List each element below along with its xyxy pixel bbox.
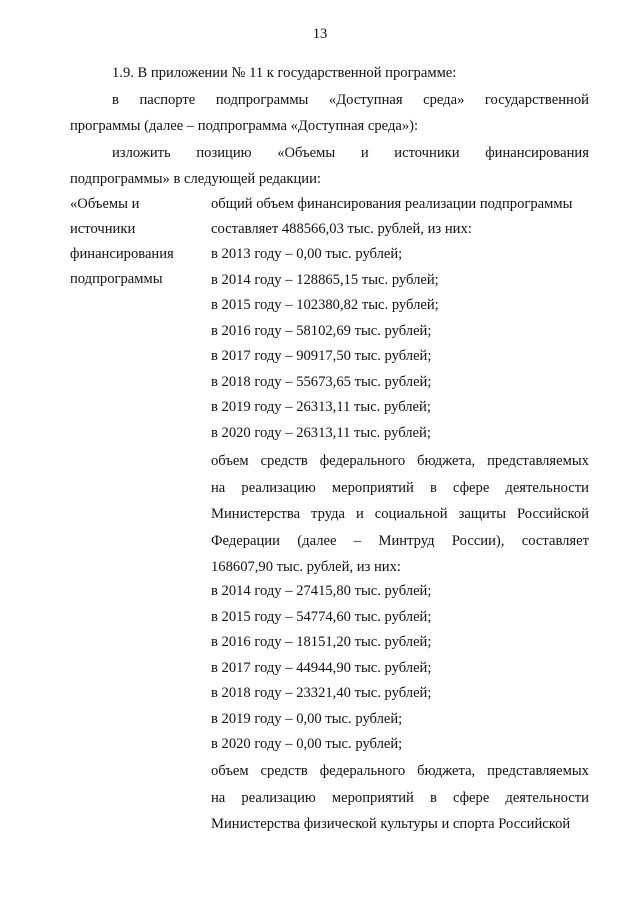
word: Федерации <box>211 533 280 549</box>
word: сфере <box>452 790 490 806</box>
word: федерального <box>319 453 406 469</box>
word: мероприятий <box>331 790 414 806</box>
intro-line-1: 1.9. В приложении № 11 к государственной программе: <box>112 65 457 81</box>
word: представляемых <box>487 763 589 779</box>
federal-budget-line <box>211 506 589 523</box>
word: составляет <box>521 533 589 549</box>
total-line: составляет 488566,03 тыс. рублей, из них: <box>211 221 472 237</box>
word: бюджета, <box>417 763 476 779</box>
left-label-line: финансирования <box>70 246 174 262</box>
year-line: в 2017 году – 44944,90 тыс. рублей; <box>211 660 432 676</box>
word: изложить <box>112 145 171 161</box>
page-number: 13 <box>312 26 328 42</box>
intro-line-5: подпрограммы» в следующей редакции: <box>70 171 321 187</box>
intro-line-4 <box>112 145 589 162</box>
word: социальной <box>374 506 448 522</box>
word: и <box>355 506 364 522</box>
word: в <box>112 92 119 108</box>
word: (далее <box>297 533 337 549</box>
word: представляемых <box>487 453 589 469</box>
federal-budget-line: 168607,90 тыс. рублей, из них: <box>211 559 401 575</box>
word: деятельности <box>505 790 589 806</box>
year-line: в 2017 году – 90917,50 тыс. рублей; <box>211 348 432 364</box>
word: подпрограммы <box>215 92 309 108</box>
word: федерального <box>319 763 406 779</box>
year-line: в 2016 году – 18151,20 тыс. рублей; <box>211 634 432 650</box>
year-line: в 2019 году – 0,00 тыс. рублей; <box>211 711 403 727</box>
year-line: в 2015 году – 102380,82 тыс. рублей; <box>211 297 439 313</box>
word: позицию <box>196 145 252 161</box>
left-label-line: подпрограммы <box>70 271 163 287</box>
word: труда <box>311 506 345 522</box>
word: мероприятий <box>331 480 414 496</box>
word: реализацию <box>241 790 316 806</box>
word: паспорте <box>139 92 196 108</box>
word: объем <box>211 453 249 469</box>
word: Российской <box>517 506 589 522</box>
word: «Объемы <box>277 145 336 161</box>
word: на <box>211 790 226 806</box>
year-line: в 2020 году – 0,00 тыс. рублей; <box>211 736 403 752</box>
word: бюджета, <box>417 453 476 469</box>
word: финансирования <box>485 145 589 161</box>
federal-budget-line <box>211 453 589 470</box>
word: среда» <box>423 92 465 108</box>
word: реализацию <box>241 480 316 496</box>
left-label-line: «Объемы и <box>70 196 140 212</box>
intro-line-2 <box>112 92 589 109</box>
word: «Доступная <box>328 92 403 108</box>
year-line: в 2015 году – 54774,60 тыс. рублей; <box>211 609 432 625</box>
word: Министерства <box>211 506 301 522</box>
word: деятельности <box>505 480 589 496</box>
word: Минтруд <box>378 533 435 549</box>
federal-budget-line <box>211 790 589 807</box>
word: в <box>429 480 437 496</box>
year-line: в 2014 году – 128865,15 тыс. рублей; <box>211 272 439 288</box>
word: России), <box>451 533 505 549</box>
word: и <box>360 145 369 161</box>
word: на <box>211 480 226 496</box>
year-line: в 2016 году – 58102,69 тыс. рублей; <box>211 323 432 339</box>
year-line: в 2019 году – 26313,11 тыс. рублей; <box>211 399 431 415</box>
word: защиты <box>458 506 507 522</box>
federal-budget-line <box>211 533 589 550</box>
year-line: в 2018 году – 23321,40 тыс. рублей; <box>211 685 432 701</box>
federal-budget-line <box>211 480 589 497</box>
word: сфере <box>452 480 490 496</box>
year-line: в 2020 году – 26313,11 тыс. рублей; <box>211 425 431 441</box>
word: средств <box>260 763 308 779</box>
year-line: в 2014 году – 27415,80 тыс. рублей; <box>211 583 432 599</box>
intro-line-3: программы (далее – подпрограмма «Доступная среда»): <box>70 118 419 134</box>
federal-budget-line: Министерства физической культуры и спорта Российской <box>211 816 571 832</box>
left-label-line: источники <box>70 221 136 237</box>
word: государственной <box>484 92 589 108</box>
word: – <box>353 533 362 549</box>
word: в <box>429 790 437 806</box>
word: средств <box>260 453 308 469</box>
word: объем <box>211 763 249 779</box>
year-line: в 2018 году – 55673,65 тыс. рублей; <box>211 374 432 390</box>
word: источники <box>394 145 460 161</box>
federal-budget-line <box>211 763 589 780</box>
year-line: в 2013 году – 0,00 тыс. рублей; <box>211 246 403 262</box>
total-line: общий объем финансирования реализации подпрограммы <box>211 196 573 212</box>
